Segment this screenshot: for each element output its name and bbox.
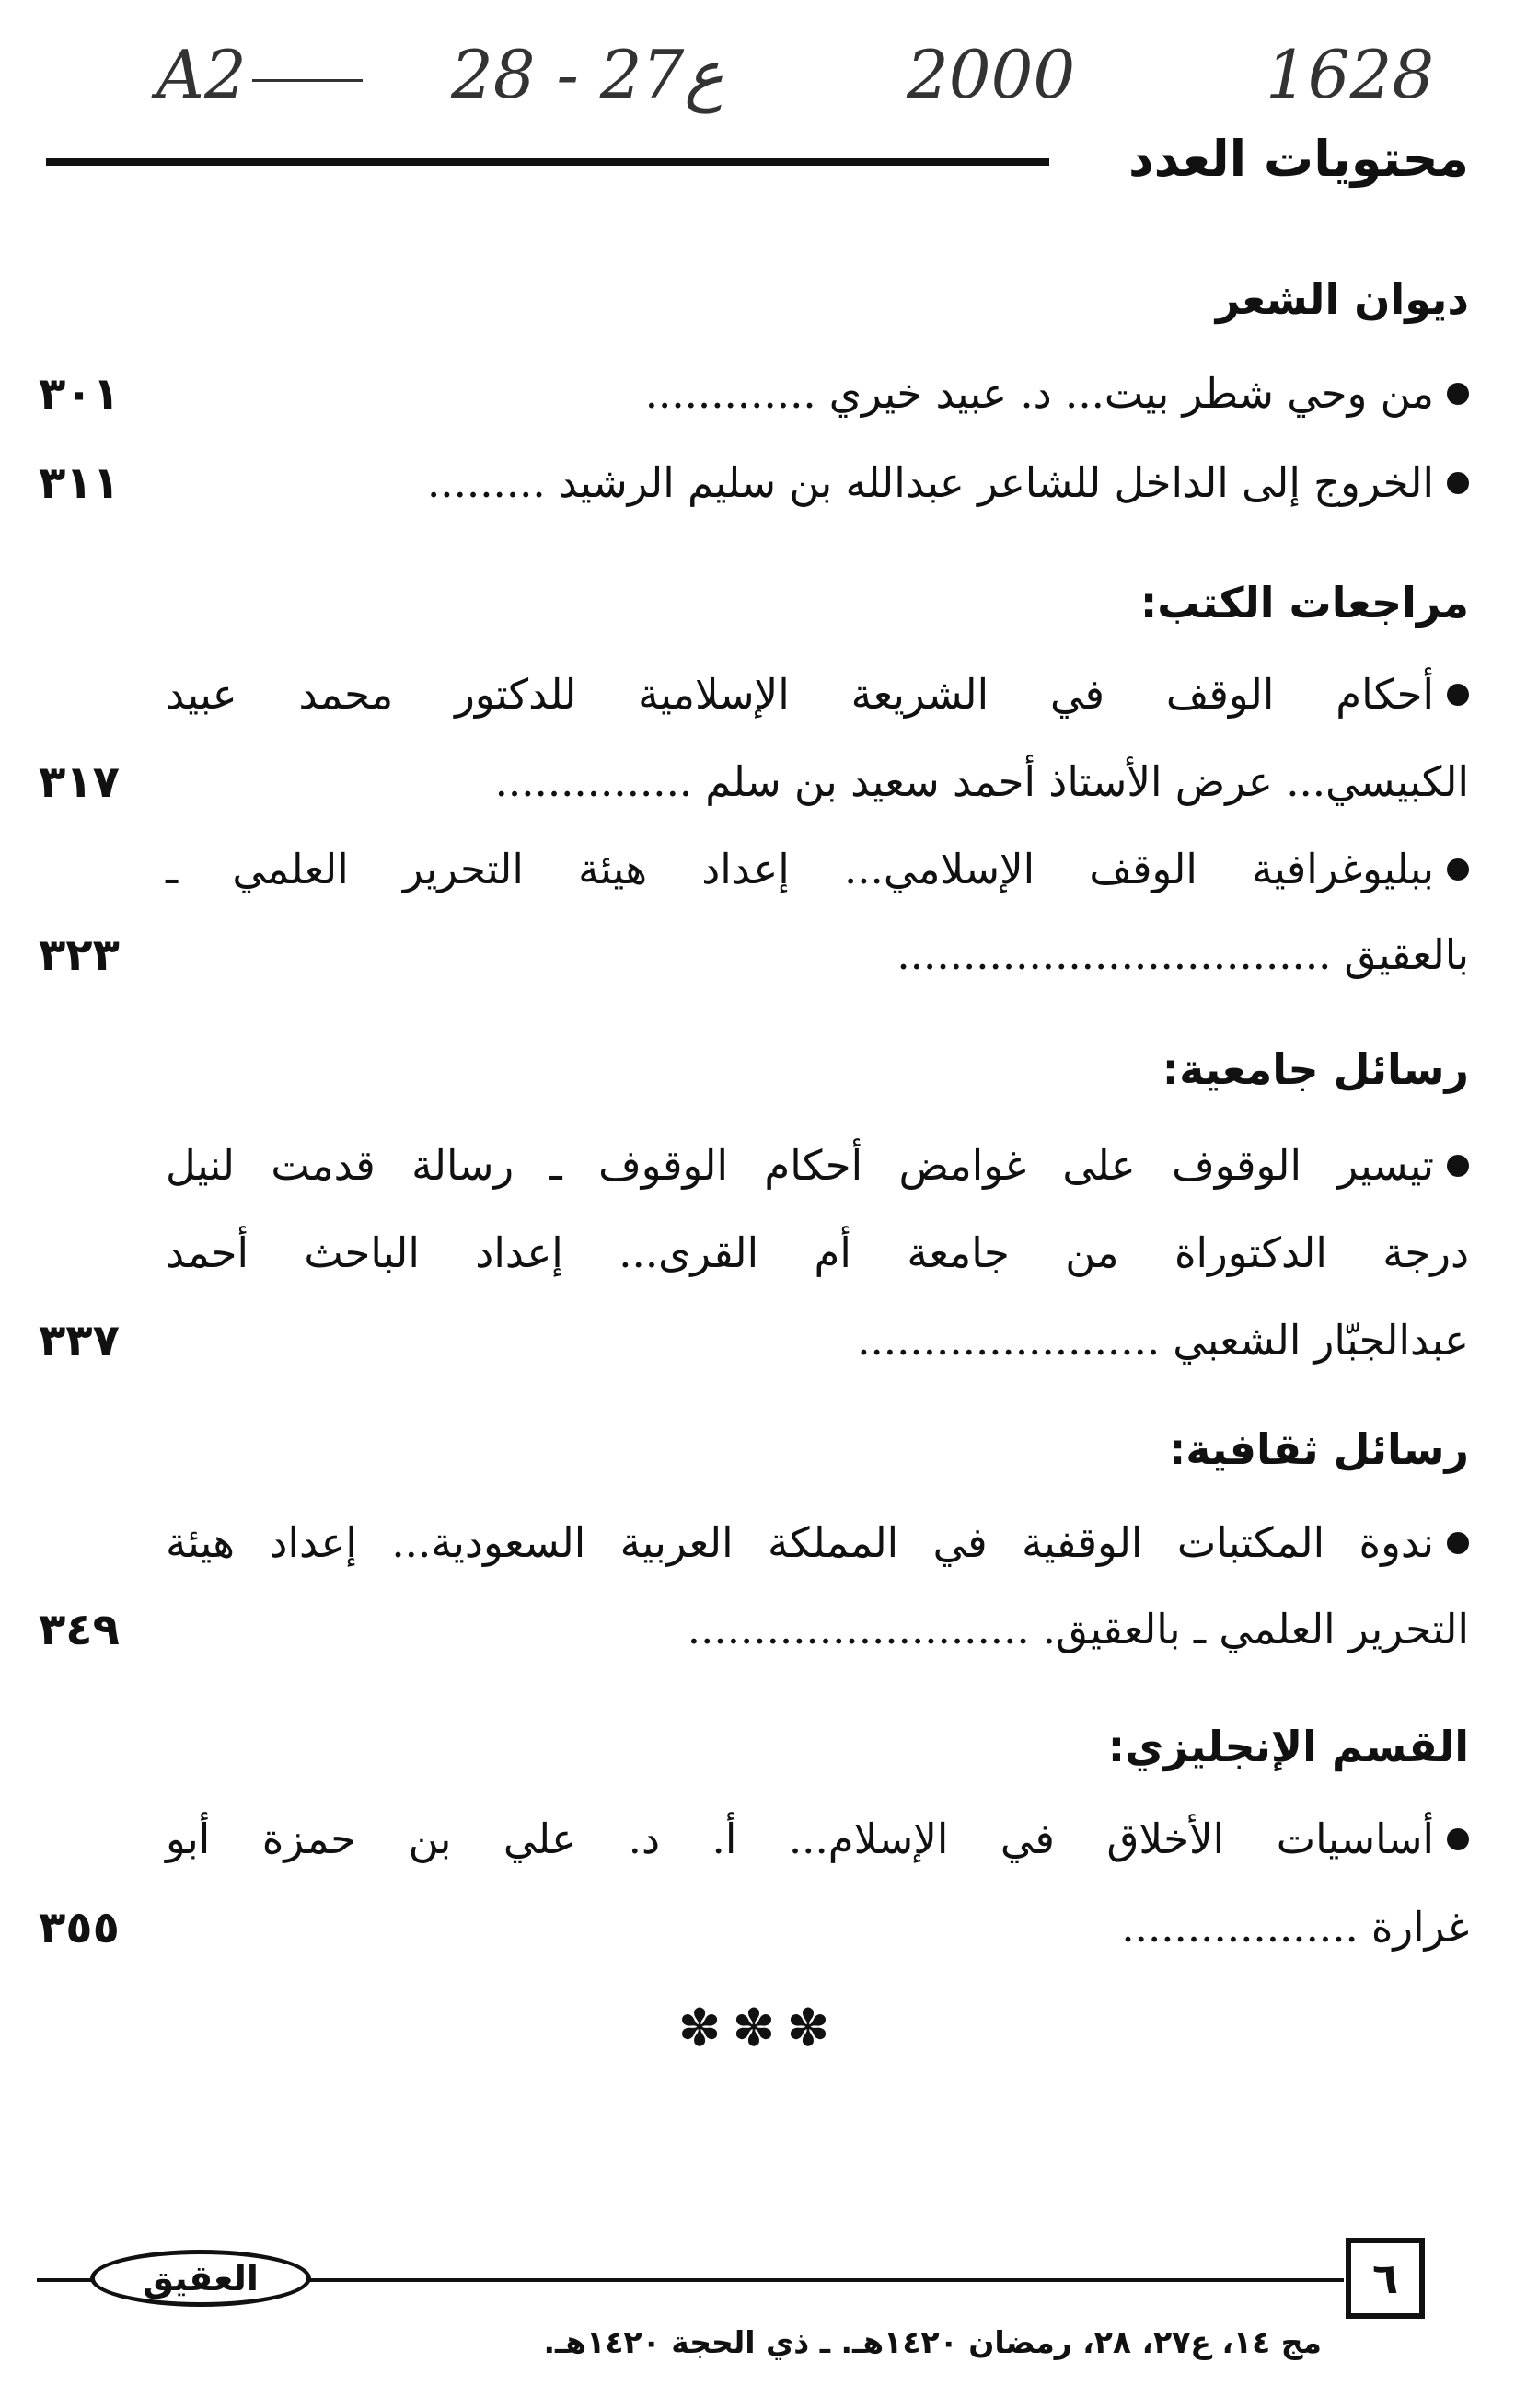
toc-entry-line: تيسير الوقوف على غوامض أحكام الوقوف ـ رسالة قدمت لنيل [166, 1134, 1469, 1198]
handwritten-note: 2000 [907, 36, 1076, 113]
issue-info: مج ١٤، ع٢٧، ٢٨، رمضان ١٤٢٠هـ. ـ ذي الحجة ١٤٢٠هـ. [543, 2324, 1322, 2360]
toc-entry-line: أحكام الوقف في الشريعة الإسلامية للدكتور محمد عبيد [166, 662, 1469, 727]
toc-entry-line: غرارة.................. [1121, 1903, 1469, 1952]
section-title: رسائل ثقافية: [1168, 1424, 1469, 1474]
bullet-icon [1447, 1828, 1469, 1850]
bullet-icon [1447, 1155, 1469, 1177]
bullet-icon [1447, 383, 1469, 405]
header-rule [46, 158, 1049, 166]
toc-entry-line: ببليوغرافية الوقف الإسلامي... إعداد هيئة التحرير العلمي ـ [166, 837, 1469, 902]
toc-entry-line: أساسيات الأخلاق في الإسلام... أ. د. علي بن حمزة أبو [166, 1807, 1469, 1872]
toc-entry-line: عبدالجبّار الشعبي....................... [857, 1316, 1469, 1365]
handwritten-note: 1628 [1266, 36, 1435, 113]
ornament-stars: ✽✽✽ [677, 1999, 841, 2058]
handwritten-note: A2 [156, 41, 363, 108]
page-number: ٣١٧ [39, 756, 120, 808]
bullet-icon [1447, 1532, 1469, 1554]
bullet-icon [1447, 472, 1469, 494]
page-number-box: ٦ [1346, 2238, 1425, 2319]
bullet-icon [1447, 858, 1469, 881]
page-number: ٣٠١ [39, 368, 120, 420]
page-number: ٣٤٩ [39, 1604, 120, 1655]
page-number: ٣٣٧ [39, 1315, 120, 1366]
bullet-icon [1447, 684, 1469, 706]
toc-entry-line: الخروج إلى الداخل للشاعر عبدالله بن سليم الرشيد......... [427, 451, 1469, 515]
handwritten-note: 28 - 27ع [451, 36, 724, 113]
journal-name-badge: العقيق [90, 2250, 311, 2307]
section-title: رسائل جامعية: [1162, 1044, 1469, 1094]
page-number: ٣٢٣ [39, 929, 120, 981]
toc-entry-line: درجة الدكتوراة من جامعة أم القرى... إعداد الباحث أحمد [166, 1228, 1469, 1277]
section-title: القسم الإنجليزي: [1107, 1722, 1469, 1771]
page-number: ٣١١ [39, 457, 120, 509]
toc-entry-line: ندوة المكتبات الوقفية في المملكة العربية السعودية... إعداد هيئة [166, 1511, 1469, 1575]
section-title: ديوان الشعر [1215, 274, 1469, 324]
section-title: مراجعات الكتب: [1139, 578, 1469, 628]
page-title: محتويات العدد [1128, 130, 1469, 188]
toc-entry-line: بالعقيق................................. [896, 930, 1469, 979]
toc-entry-line: التحرير العلمي ـ بالعقيق........................... [687, 1605, 1469, 1653]
toc-entry-line: من وحي شطر بيت... د. عبيد خيري............. [645, 362, 1469, 426]
page-number: ٣٥٥ [39, 1902, 120, 1953]
toc-entry-line: الكبيسي... عرض الأستاذ أحمد سعيد بن سلم............... [494, 757, 1469, 806]
